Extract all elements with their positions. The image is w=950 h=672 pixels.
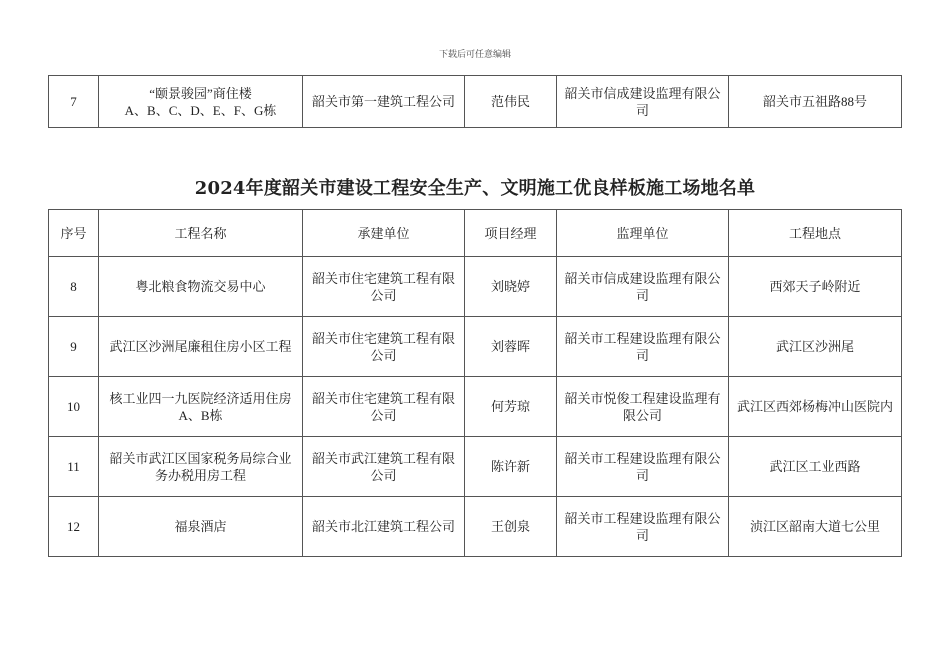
header-row: [49, 210, 902, 257]
cell-location: 武江区工业西路: [729, 437, 902, 497]
table-row: [49, 76, 902, 128]
cell-contractor: 韶关市住宅建筑工程有限公司: [303, 377, 465, 437]
document-title: 2024年度韶关市建设工程安全生产、文明施工优良样板施工场地名单: [194, 178, 756, 199]
table-row: [49, 317, 902, 377]
cell-project: 韶关市武江区国家税务局综合业务办税用房工程: [99, 437, 303, 497]
header-supervisor: 监理单位: [557, 210, 729, 257]
header-no: 序号: [49, 210, 99, 257]
project-line-2: A、B、C、D、E、F、G栋: [124, 102, 277, 118]
cell-location: 韶关市五祖路88号: [729, 76, 902, 128]
cell-project: 武江区沙洲尾廉租住房小区工程: [99, 317, 303, 377]
cell-location: 武江区沙洲尾: [729, 317, 902, 377]
cell-project: 核工业四一九医院经济适用住房A、B栋: [99, 377, 303, 437]
cell-supervisor: 韶关市工程建设监理有限公司: [557, 497, 729, 557]
cell-manager: 何芳琼: [465, 377, 557, 437]
previous-page-table: [48, 75, 902, 128]
cell-no: 10: [49, 377, 99, 437]
cell-contractor: 韶关市北江建筑工程公司: [303, 497, 465, 557]
cell-project: 粤北粮食物流交易中心: [99, 257, 303, 317]
cell-no: 12: [49, 497, 99, 557]
header-contractor: 承建单位: [303, 210, 465, 257]
table-row: [49, 377, 902, 437]
cell-manager: 刘晓婷: [465, 257, 557, 317]
cell-supervisor: 韶关市工程建设监理有限公司: [557, 437, 729, 497]
cell-contractor: 韶关市住宅建筑工程有限公司: [303, 257, 465, 317]
header-note: 下载后可任意编辑: [438, 49, 511, 59]
cell-supervisor: 韶关市信成建设监理有限公司: [557, 76, 729, 128]
header-manager: 项目经理: [465, 210, 557, 257]
cell-location: 浈江区韶南大道七公里: [729, 497, 902, 557]
cell-no: 7: [49, 76, 99, 128]
table-row: [49, 257, 902, 317]
cell-location: 西郊天子岭附近: [729, 257, 902, 317]
cell-supervisor: 韶关市悦俊工程建设监理有限公司: [557, 377, 729, 437]
cell-no: 11: [49, 437, 99, 497]
cell-manager: 王创泉: [465, 497, 557, 557]
cell-contractor: 韶关市第一建筑工程公司: [303, 76, 465, 128]
table-row: [49, 497, 902, 557]
cell-project: [99, 76, 303, 128]
table-row: [49, 437, 902, 497]
cell-manager: 刘蓉晖: [465, 317, 557, 377]
cell-contractor: 韶关市武江建筑工程有限公司: [303, 437, 465, 497]
cell-manager: 陈许新: [465, 437, 557, 497]
cell-contractor: 韶关市住宅建筑工程有限公司: [303, 317, 465, 377]
cell-manager: 范伟民: [465, 76, 557, 128]
cell-no: 9: [49, 317, 99, 377]
project-line-1: “颐景骏园”商住楼: [149, 85, 252, 101]
cell-supervisor: 韶关市信成建设监理有限公司: [557, 257, 729, 317]
site-list-table: [48, 209, 902, 557]
cell-supervisor: 韶关市工程建设监理有限公司: [557, 317, 729, 377]
cell-location: 武江区西郊杨梅冲山医院内: [729, 377, 902, 437]
cell-no: 8: [49, 257, 99, 317]
header-location: 工程地点: [729, 210, 902, 257]
cell-project: 福泉酒店: [99, 497, 303, 557]
header-project: 工程名称: [99, 210, 303, 257]
